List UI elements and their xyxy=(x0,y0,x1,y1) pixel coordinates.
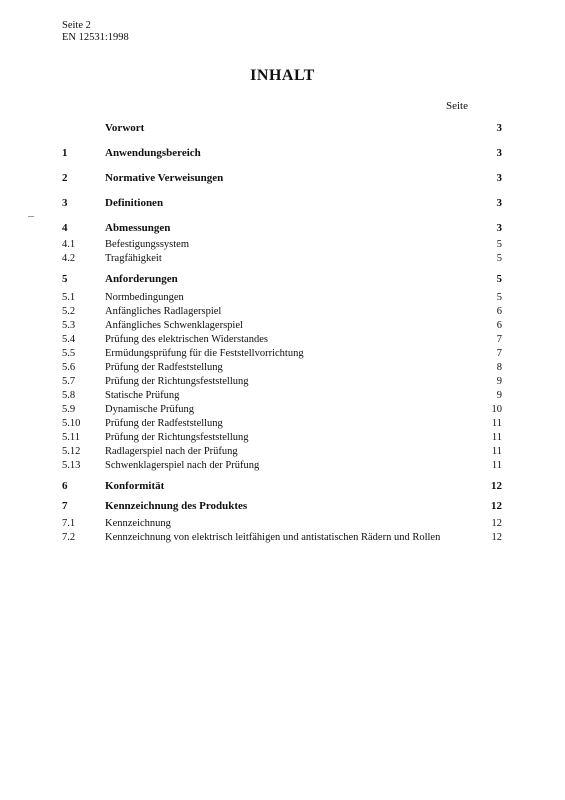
toc-entry-number: 5.10 xyxy=(62,418,81,429)
toc-entry-page: 12 xyxy=(491,500,502,512)
toc-entry-title: Anwendungsbereich xyxy=(105,147,201,159)
toc-entry-number: 7 xyxy=(62,500,68,512)
toc-entry xyxy=(62,333,502,347)
toc-entry-title: Prüfung der Radfeststellung xyxy=(105,362,223,373)
standard-id-line: EN 12531:1998 xyxy=(62,32,129,43)
toc-entry xyxy=(62,252,502,266)
toc-entry-number: 5.13 xyxy=(62,460,81,471)
toc-entry-title: Vorwort xyxy=(105,122,145,134)
toc-entry-number: 5.6 xyxy=(62,362,76,373)
toc-entry-page: 3 xyxy=(496,122,502,134)
toc-entry xyxy=(62,517,502,531)
toc-entry-title: Anforderungen xyxy=(105,273,178,285)
toc-entry-page: 9 xyxy=(496,376,502,387)
toc-entry xyxy=(62,459,502,473)
toc-entry-number: 7.2 xyxy=(62,532,76,543)
toc-entry-title: Abmessungen xyxy=(105,222,171,234)
toc-entry-page: 7 xyxy=(496,334,502,345)
toc-entry-page: 12 xyxy=(491,532,502,543)
toc-entry-page: 3 xyxy=(496,222,502,234)
toc-entry-title: Kennzeichnung des Produktes xyxy=(105,500,248,512)
toc-entry-title: Statische Prüfung xyxy=(105,390,180,401)
toc-entry-title: Definitionen xyxy=(105,197,164,209)
toc-entry xyxy=(62,479,502,493)
toc-entry-number: 5 xyxy=(62,273,68,285)
toc-entry-title: Radlagerspiel nach der Prüfung xyxy=(105,446,238,457)
toc-entry xyxy=(62,291,502,305)
toc-entry xyxy=(62,347,502,361)
toc-entry xyxy=(62,531,502,545)
toc-entry-number: 5.9 xyxy=(62,404,76,415)
toc-entry-page: 11 xyxy=(491,446,502,457)
toc-entry-title: Prüfung des elektrischen Widerstandes xyxy=(105,334,268,345)
toc-entry-title: Prüfung der Radfeststellung xyxy=(105,418,223,429)
toc-entry xyxy=(62,375,502,389)
toc-entry xyxy=(62,417,502,431)
toc-entry-number: 5.3 xyxy=(62,320,76,331)
toc-entry-number: 5.11 xyxy=(62,432,80,443)
toc-entry xyxy=(62,499,502,513)
toc-entry-page: 7 xyxy=(496,348,502,359)
toc-entry-page: 5 xyxy=(496,253,502,264)
toc-entry xyxy=(62,361,502,375)
toc-entry-page: 11 xyxy=(491,432,502,443)
toc-entry-number: 4 xyxy=(62,222,68,234)
toc-entry-page: 5 xyxy=(496,292,502,303)
toc-entry-title: Schwenklagerspiel nach der Prüfung xyxy=(105,460,260,471)
toc-entry-number: 5.8 xyxy=(62,390,76,401)
toc-entry xyxy=(62,403,502,417)
toc-entry-title: Normbedingungen xyxy=(105,292,184,303)
page-number-line: Seite 2 xyxy=(62,20,91,31)
toc-entry-number: 4.2 xyxy=(62,253,76,264)
toc-entry-page: 11 xyxy=(491,418,502,429)
toc-entry xyxy=(62,445,502,459)
toc-entry xyxy=(62,431,502,445)
toc-entry-title: Konformität xyxy=(105,480,165,492)
toc-entry-title: Kennzeichnung xyxy=(105,518,171,529)
toc-entry xyxy=(62,319,502,333)
toc-entry-page: 9 xyxy=(496,390,502,401)
toc-entry-page: 3 xyxy=(496,147,502,159)
toc-entry-number: 4.1 xyxy=(62,239,76,250)
page-header xyxy=(62,20,129,44)
toc-entry-title: Befestigungssystem xyxy=(105,239,189,250)
toc-entry-page: 5 xyxy=(496,239,502,250)
toc-entry-page: 12 xyxy=(491,518,502,529)
toc-entry xyxy=(62,171,502,185)
page-title: INHALT xyxy=(250,67,315,84)
toc-entry-number: 5.5 xyxy=(62,348,76,359)
toc-entry-number: 2 xyxy=(62,172,68,184)
toc-entry-number: 6 xyxy=(62,480,68,492)
toc-entry-page: 3 xyxy=(496,197,502,209)
page-column-label: Seite xyxy=(446,100,468,112)
toc-entry-number: 1 xyxy=(62,147,68,159)
toc-entry-number: 5.4 xyxy=(62,334,76,345)
toc-entry-title: Anfängliches Schwenklagerspiel xyxy=(105,320,243,331)
toc-entry-page: 8 xyxy=(496,362,502,373)
toc-entry xyxy=(62,221,502,235)
toc-entry xyxy=(62,196,502,210)
toc-entry-title: Ermüdungsprüfung für die Feststellvorrichtung xyxy=(105,348,304,359)
toc-entry xyxy=(62,121,502,135)
toc-entry-title: Dynamische Prüfung xyxy=(105,404,194,415)
toc-entry-page: 5 xyxy=(496,273,502,285)
toc-entry-page: 3 xyxy=(496,172,502,184)
toc-entry-page: 10 xyxy=(491,404,502,415)
toc-entry-number: 3 xyxy=(62,197,68,209)
toc-entry xyxy=(62,146,502,160)
toc-entry-page: 11 xyxy=(491,460,502,471)
toc-entry xyxy=(62,238,502,252)
toc-entry-number: 5.2 xyxy=(62,306,76,317)
toc-entry-title: Kennzeichnung von elektrisch leitfähigen und antistatischen Rädern und Rollen xyxy=(105,532,441,543)
toc-entry-title: Prüfung der Richtungsfeststellung xyxy=(105,432,249,443)
toc-entry-title: Prüfung der Richtungsfeststellung xyxy=(105,376,249,387)
toc-entry xyxy=(62,272,502,286)
toc-entry-title: Normative Verweisungen xyxy=(105,172,224,184)
toc-entry-page: 12 xyxy=(491,480,502,492)
toc-entry xyxy=(62,389,502,403)
margin-mark xyxy=(28,216,34,217)
toc-entry-number: 5.1 xyxy=(62,292,76,303)
toc-entry-title: Tragfähigkeit xyxy=(105,253,162,264)
toc-entry-title: Anfängliches Radlagerspiel xyxy=(105,306,222,317)
toc-entry-number: 7.1 xyxy=(62,518,76,529)
toc-entry xyxy=(62,305,502,319)
toc-entry-page: 6 xyxy=(496,306,502,317)
toc-entry-page: 6 xyxy=(496,320,502,331)
toc-entry-number: 5.12 xyxy=(62,446,81,457)
toc-entry-number: 5.7 xyxy=(62,376,76,387)
